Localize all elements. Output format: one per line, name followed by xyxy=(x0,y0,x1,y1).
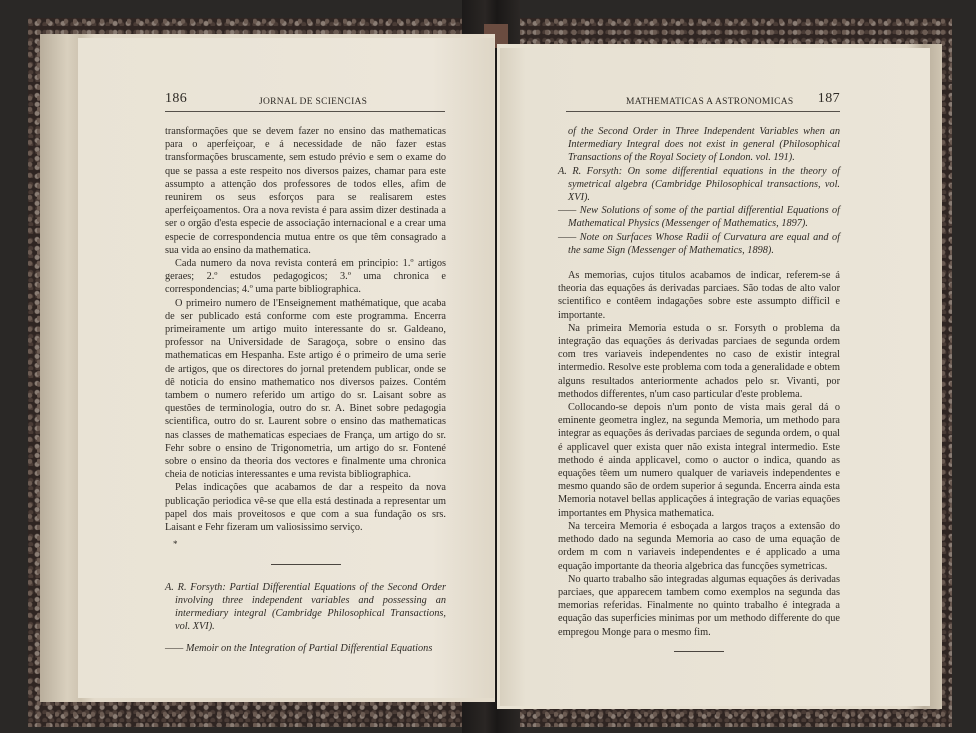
reference: —— Note on Surfaces Whose Radii of Curvatura are equal and of the same Sign (Messenger of Mathematics, 1898). xyxy=(558,231,840,256)
paragraph: No quarto trabalho são integradas algumas equações ás derivadas parciaes, que apparecem tambem como exemplos na segunda das memorias referidas. Finalmente no quinto trabalho é integrada a equação das superficies minimas por um methodo differente do que empregou Monge para o mesmo fim. xyxy=(558,573,840,638)
right-running-title: MATHEMATICAS A ASTRONOMICAS xyxy=(626,97,794,107)
paragraph: Cada numero da nova revista conterá em principio: 1.º artigos geraes; 2.º estudos pedagogicos; 3.º uma chronica e correspondencias; 4.º uma parte bibliographica. xyxy=(165,258,446,296)
left-page-text xyxy=(165,125,446,656)
reference: A. R. Forsyth: Partial Differential Equations of the Second Order involving three independent variables and possessing an intermediary integral (Cambridge Philosophical Transactions, vol. XVI). xyxy=(165,581,446,633)
end-divider xyxy=(674,651,724,652)
reference: of the Second Order in Three Independent Variables when an Intermediary Integral does not exist in general (Philosophical Transactions of the Royal Society of London. vol. 191). xyxy=(568,126,840,164)
paragraph: Pelas indicações que acabamos de dar a respeito da nova publicação periodica vê-se que ella está destinada a representar um papel dos mais proveitosos e que com a sua fundação os srs. Laisant e Fehr fizeram um valiosissimo serviço. xyxy=(165,482,446,534)
right-page-header xyxy=(566,91,840,112)
paragraph: As memorias, cujos titulos acabamos de indicar, referem-se á theoria das equações ás derivadas parciaes. São todas de alto valor scientifico e contêem indagações sobre este assumpto difficil e importante. xyxy=(558,270,840,321)
left-page-header xyxy=(165,91,445,112)
reference: —— Memoir on the Integration of Partial Differential Equations xyxy=(165,643,433,655)
reference: —— New Solutions of some of the partial differential Equations of Mathematical Physics (Messenger of Mathematics, 1897). xyxy=(558,205,840,230)
left-running-title: JORNAL DE SCIENCIAS xyxy=(259,97,368,107)
reference: A. R. Forsyth: On some differential equations in the theory of symetrical algebra (Cambridge Philosophical transactions, vol. XVI). xyxy=(558,165,840,204)
left-page-number: 186 xyxy=(165,91,188,106)
right-page-text xyxy=(558,125,840,652)
paragraph: Na primeira Memoria estuda o sr. Forsyth o problema da integração das equações ás derivadas parciaes de segunda ordem com tres variaveis independentes no caso de existir integral intermedio. Resolve este problema com toda a generalidade e obtem alguns resultados anteriormente achados pelo sr. Vivanti, por methodos differentes, n'um caso particular d'este problema. xyxy=(558,322,840,400)
right-page-number: 187 xyxy=(817,91,840,106)
paragraph: Collocando-se depois n'um ponto de vista mais geral dá o eminente geometra inglez, na segunda Memoria, um methodo para integrar as equações ás derivadas parciaes de segunda ordem, o qual é applicavel quer exista quer não exista integral intermedio. Este methodo é ainda applicavel, como o auctor o indica, quando as equações têem um numero qualquer de variaveis independentes e mesmo quando são de ordem superior á segunda. Encerra ainda esta Memoria notavel bellas applicações á integração de varias equações importantes em Physica mathematica. xyxy=(558,402,840,519)
paragraph: O primeiro numero de l'Enseignement mathématique, que acaba de ser publicado está conforme com este programma. Encerra primeiramente um artigo muito interessante do sr. Galdeano, professor na Universidade de Saragoça, sobre o ensino das mathematicas em Hespanha. Este artigo é o primeiro de uma serie de artigos, que os directores do jornal pretendem publicar, onde se dê noticia do ensino mathematico nos diversos paizes. Contém tambem o numero referido um artigo do sr. Laisant sobre as questões de terminologia, outro do sr. A. Binet sobre pedagogia scientifica, outro do sr. Laurent sobre o ensino das mathematicas nas classes de mathematicas especiaes de França, um artigo do sr. Fehr sobre o ensino de Trigonometria, um artigo do sr. Fontené sobre o ensino da theoria dos vectores e finalmente uma chronica cheia de noticias interessantes e uma revista bibliographica. xyxy=(165,297,446,481)
section-mark: * xyxy=(173,539,178,550)
paragraph: Na terceira Memoria é esboçada a largos traços a extensão do methodo dado na segunda Memoria ao caso de uma equação de ordem m com n variaveis independentes e é applicado a uma equação importante da theoria algebrica das funcções symetricas. xyxy=(558,520,840,572)
paragraph: transformações que se devem fazer no ensino das mathematicas para o aperfeiçoar, e á necessidade de não fazer estas transformações bruscamente, sem estudo prévio e sem o exame do que se passa a este respeito nos diversos paizes, chamar para este assumpto a attenção dos professores de todos elles, afim de reunirem os seus esforços para se realisarem estes aperfeiçoamentos. Ora a nova revista é para assim dizer destinada a ser o orgão d'esta especie de associação internacional e a crear uma especie de correspondencia mutua entre os que têm consagrado a sua vida ao ensino da mathematica. xyxy=(165,126,446,256)
